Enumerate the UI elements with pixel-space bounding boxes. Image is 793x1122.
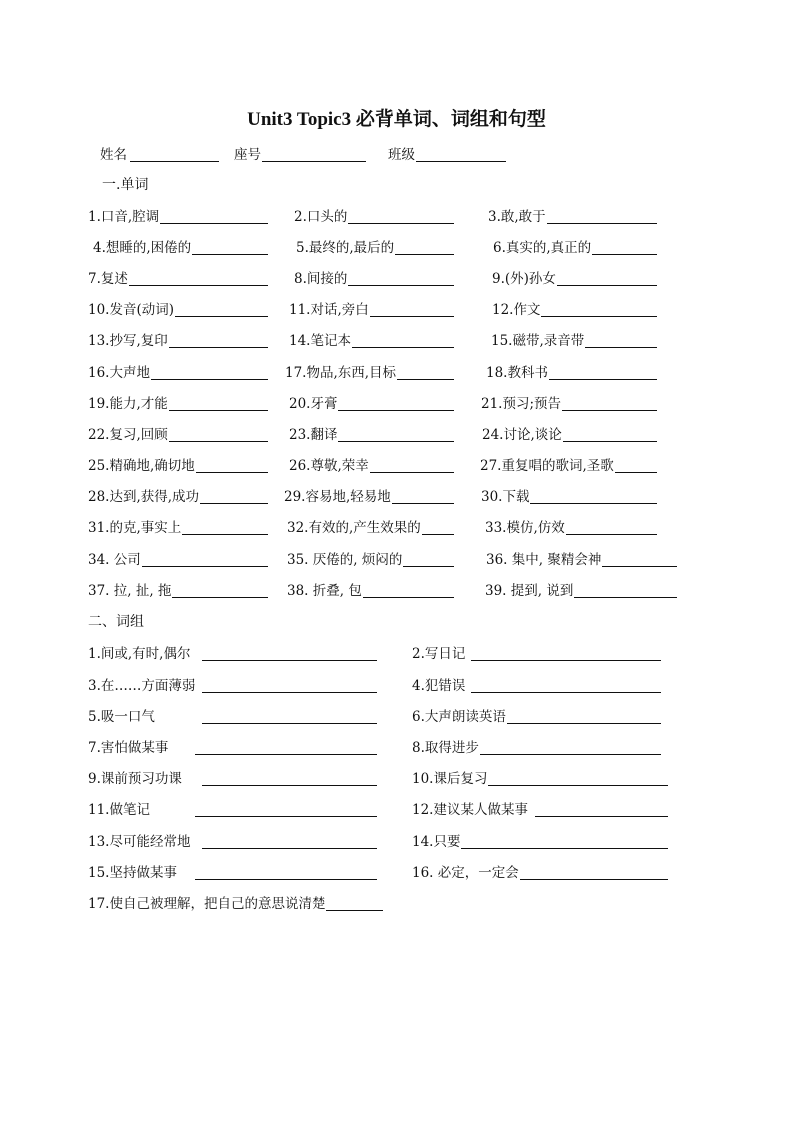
word-4-answer-blank[interactable] — [192, 254, 268, 255]
phrase-2-answer-blank[interactable] — [471, 660, 661, 661]
word-15-label: 15.磁带,录音带 — [491, 333, 585, 349]
word-19-label: 19.能力,才能 — [88, 396, 168, 412]
phrase-4-label: 4.犯错误 — [412, 678, 466, 694]
word-38-label: 38. 折叠, 包 — [287, 583, 362, 599]
phrase-13-answer-blank[interactable] — [202, 848, 377, 849]
phrase-9-label: 9.课前预习功课 — [88, 771, 182, 787]
word-14-label: 14.笔记本 — [289, 333, 351, 349]
word-15-answer-blank[interactable] — [585, 347, 657, 348]
word-23-label: 23.翻译 — [289, 427, 338, 443]
word-18-answer-blank[interactable] — [549, 379, 657, 380]
word-13-label: 13.抄写,复印 — [88, 333, 168, 349]
phrase-12-answer-blank[interactable] — [535, 816, 668, 817]
phrase-14-label: 14.只要 — [412, 834, 461, 850]
word-35-answer-blank[interactable] — [403, 566, 454, 567]
word-37-label: 37. 拉, 扯, 拖 — [88, 583, 172, 599]
phrase-12-label: 12.建议某人做某事 — [412, 802, 528, 818]
word-1-label: 1.口音,腔调 — [88, 209, 160, 225]
phrase-15-answer-blank[interactable] — [195, 879, 377, 880]
phrase-8-answer-blank[interactable] — [480, 754, 661, 755]
word-24-label: 24.讨论,谈论 — [482, 427, 562, 443]
word-17-label: 17.物品,东西,目标 — [285, 365, 397, 381]
word-23-answer-blank[interactable] — [338, 441, 454, 442]
section-phrases-title: 二、词组 — [88, 614, 144, 630]
word-9-label: 9.(外)孙女 — [492, 271, 556, 287]
word-21-label: 21.预习;预告 — [481, 396, 562, 412]
word-20-answer-blank[interactable] — [338, 410, 454, 411]
word-34-label: 34. 公司 — [88, 552, 141, 568]
word-32-answer-blank[interactable] — [422, 534, 454, 535]
word-11-answer-blank[interactable] — [370, 316, 454, 317]
word-14-answer-blank[interactable] — [352, 347, 454, 348]
word-36-label: 36. 集中, 聚精会神 — [486, 552, 602, 568]
phrase-11-answer-blank[interactable] — [195, 816, 377, 817]
word-3-answer-blank[interactable] — [547, 223, 657, 224]
phrase-3-answer-blank[interactable] — [202, 692, 377, 693]
word-29-label: 29.容易地,轻易地 — [284, 489, 391, 505]
word-6-label: 6.真实的,真正的 — [493, 240, 592, 256]
word-26-answer-blank[interactable] — [370, 472, 454, 473]
word-13-answer-blank[interactable] — [169, 347, 268, 348]
word-27-answer-blank[interactable] — [615, 472, 657, 473]
word-37-answer-blank[interactable] — [172, 597, 268, 598]
word-6-answer-blank[interactable] — [592, 254, 657, 255]
page-title: Unit3 Topic3 必背单词、词组和句型 — [247, 109, 546, 130]
name-blank[interactable] — [130, 161, 219, 162]
word-33-answer-blank[interactable] — [566, 534, 657, 535]
class-blank[interactable] — [416, 161, 506, 162]
word-3-label: 3.敢,敢于 — [488, 209, 546, 225]
phrase-10-answer-blank[interactable] — [488, 785, 668, 786]
word-38-answer-blank[interactable] — [363, 597, 454, 598]
phrase-13-label: 13.尽可能经常地 — [88, 834, 191, 850]
phrase-2-label: 2.写日记 — [412, 646, 466, 662]
seat-label: 座号 — [234, 147, 261, 163]
word-39-label: 39. 提到, 说到 — [485, 583, 574, 599]
word-11-label: 11.对话,旁白 — [289, 302, 369, 318]
word-31-answer-blank[interactable] — [182, 534, 268, 535]
phrase-1-answer-blank[interactable] — [202, 660, 377, 661]
word-8-answer-blank[interactable] — [348, 285, 454, 286]
phrase-6-label: 6.大声朗读英语 — [412, 709, 506, 725]
word-17-answer-blank[interactable] — [397, 379, 454, 380]
word-4-label: 4.想睡的,困倦的 — [93, 240, 192, 256]
word-12-label: 12.作文 — [492, 302, 541, 318]
phrase-10-label: 10.课后复习 — [412, 771, 488, 787]
word-25-label: 25.精确地,确切地 — [88, 458, 195, 474]
phrase-16-answer-blank[interactable] — [520, 879, 668, 880]
word-35-label: 35. 厌倦的, 烦闷的 — [287, 552, 403, 568]
phrase-8-label: 8.取得进步 — [412, 740, 479, 756]
phrase-17-answer-blank[interactable] — [326, 910, 383, 911]
word-30-label: 30.下载 — [481, 489, 530, 505]
phrase-14-answer-blank[interactable] — [461, 848, 668, 849]
word-34-answer-blank[interactable] — [142, 566, 268, 567]
word-19-answer-blank[interactable] — [169, 410, 268, 411]
word-31-label: 31.的克,事实上 — [88, 520, 182, 536]
phrase-5-label: 5.吸一口气 — [88, 709, 155, 725]
word-22-label: 22.复习,回顾 — [88, 427, 168, 443]
phrase-15-label: 15.坚持做某事 — [88, 865, 177, 881]
word-5-label: 5.最终的,最后的 — [296, 240, 395, 256]
word-20-label: 20.牙膏 — [289, 396, 338, 412]
word-39-answer-blank[interactable] — [574, 597, 677, 598]
name-label: 姓名 — [100, 147, 127, 163]
word-7-label: 7.复述 — [88, 271, 128, 287]
phrase-11-label: 11.做笔记 — [88, 802, 150, 818]
phrase-7-label: 7.害怕做某事 — [88, 740, 169, 756]
phrase-6-answer-blank[interactable] — [507, 723, 661, 724]
word-1-answer-blank[interactable] — [160, 223, 268, 224]
seat-blank[interactable] — [262, 161, 366, 162]
word-29-answer-blank[interactable] — [392, 503, 454, 504]
word-28-answer-blank[interactable] — [200, 503, 268, 504]
word-24-answer-blank[interactable] — [563, 441, 657, 442]
phrase-17-label: 17.使自己被理解，把自己的意思说清楚 — [88, 896, 326, 912]
word-5-answer-blank[interactable] — [395, 254, 454, 255]
word-7-answer-blank[interactable] — [129, 285, 268, 286]
phrase-9-answer-blank[interactable] — [202, 785, 377, 786]
word-2-label: 2.口头的 — [294, 209, 348, 225]
word-8-label: 8.间接的 — [294, 271, 348, 287]
word-33-label: 33.模仿,仿效 — [485, 520, 565, 536]
word-10-answer-blank[interactable] — [175, 316, 268, 317]
phrase-7-answer-blank[interactable] — [195, 754, 377, 755]
word-18-label: 18.教科书 — [486, 365, 548, 381]
word-36-answer-blank[interactable] — [602, 566, 677, 567]
word-12-answer-blank[interactable] — [541, 316, 657, 317]
phrase-3-label: 3.在……方面薄弱 — [88, 678, 196, 694]
phrase-5-answer-blank[interactable] — [202, 723, 377, 724]
word-16-answer-blank[interactable] — [151, 379, 268, 380]
word-27-label: 27.重复唱的歌词,圣歌 — [480, 458, 614, 474]
word-21-answer-blank[interactable] — [562, 410, 657, 411]
class-label: 班级 — [388, 147, 415, 163]
word-9-answer-blank[interactable] — [557, 285, 657, 286]
word-10-label: 10.发音(动词) — [88, 302, 175, 318]
word-26-label: 26.尊敬,荣幸 — [289, 458, 369, 474]
word-32-label: 32.有效的,产生效果的 — [287, 520, 421, 536]
phrase-4-answer-blank[interactable] — [471, 692, 661, 693]
word-2-answer-blank[interactable] — [348, 223, 454, 224]
word-25-answer-blank[interactable] — [196, 472, 268, 473]
word-16-label: 16.大声地 — [88, 365, 150, 381]
word-22-answer-blank[interactable] — [169, 441, 268, 442]
word-30-answer-blank[interactable] — [530, 503, 657, 504]
phrase-16-label: 16. 必定，一定会 — [412, 865, 519, 881]
word-28-label: 28.达到,获得,成功 — [88, 489, 200, 505]
section-words-title: 一.单词 — [102, 177, 149, 193]
phrase-1-label: 1.间或,有时,偶尔 — [88, 646, 191, 662]
